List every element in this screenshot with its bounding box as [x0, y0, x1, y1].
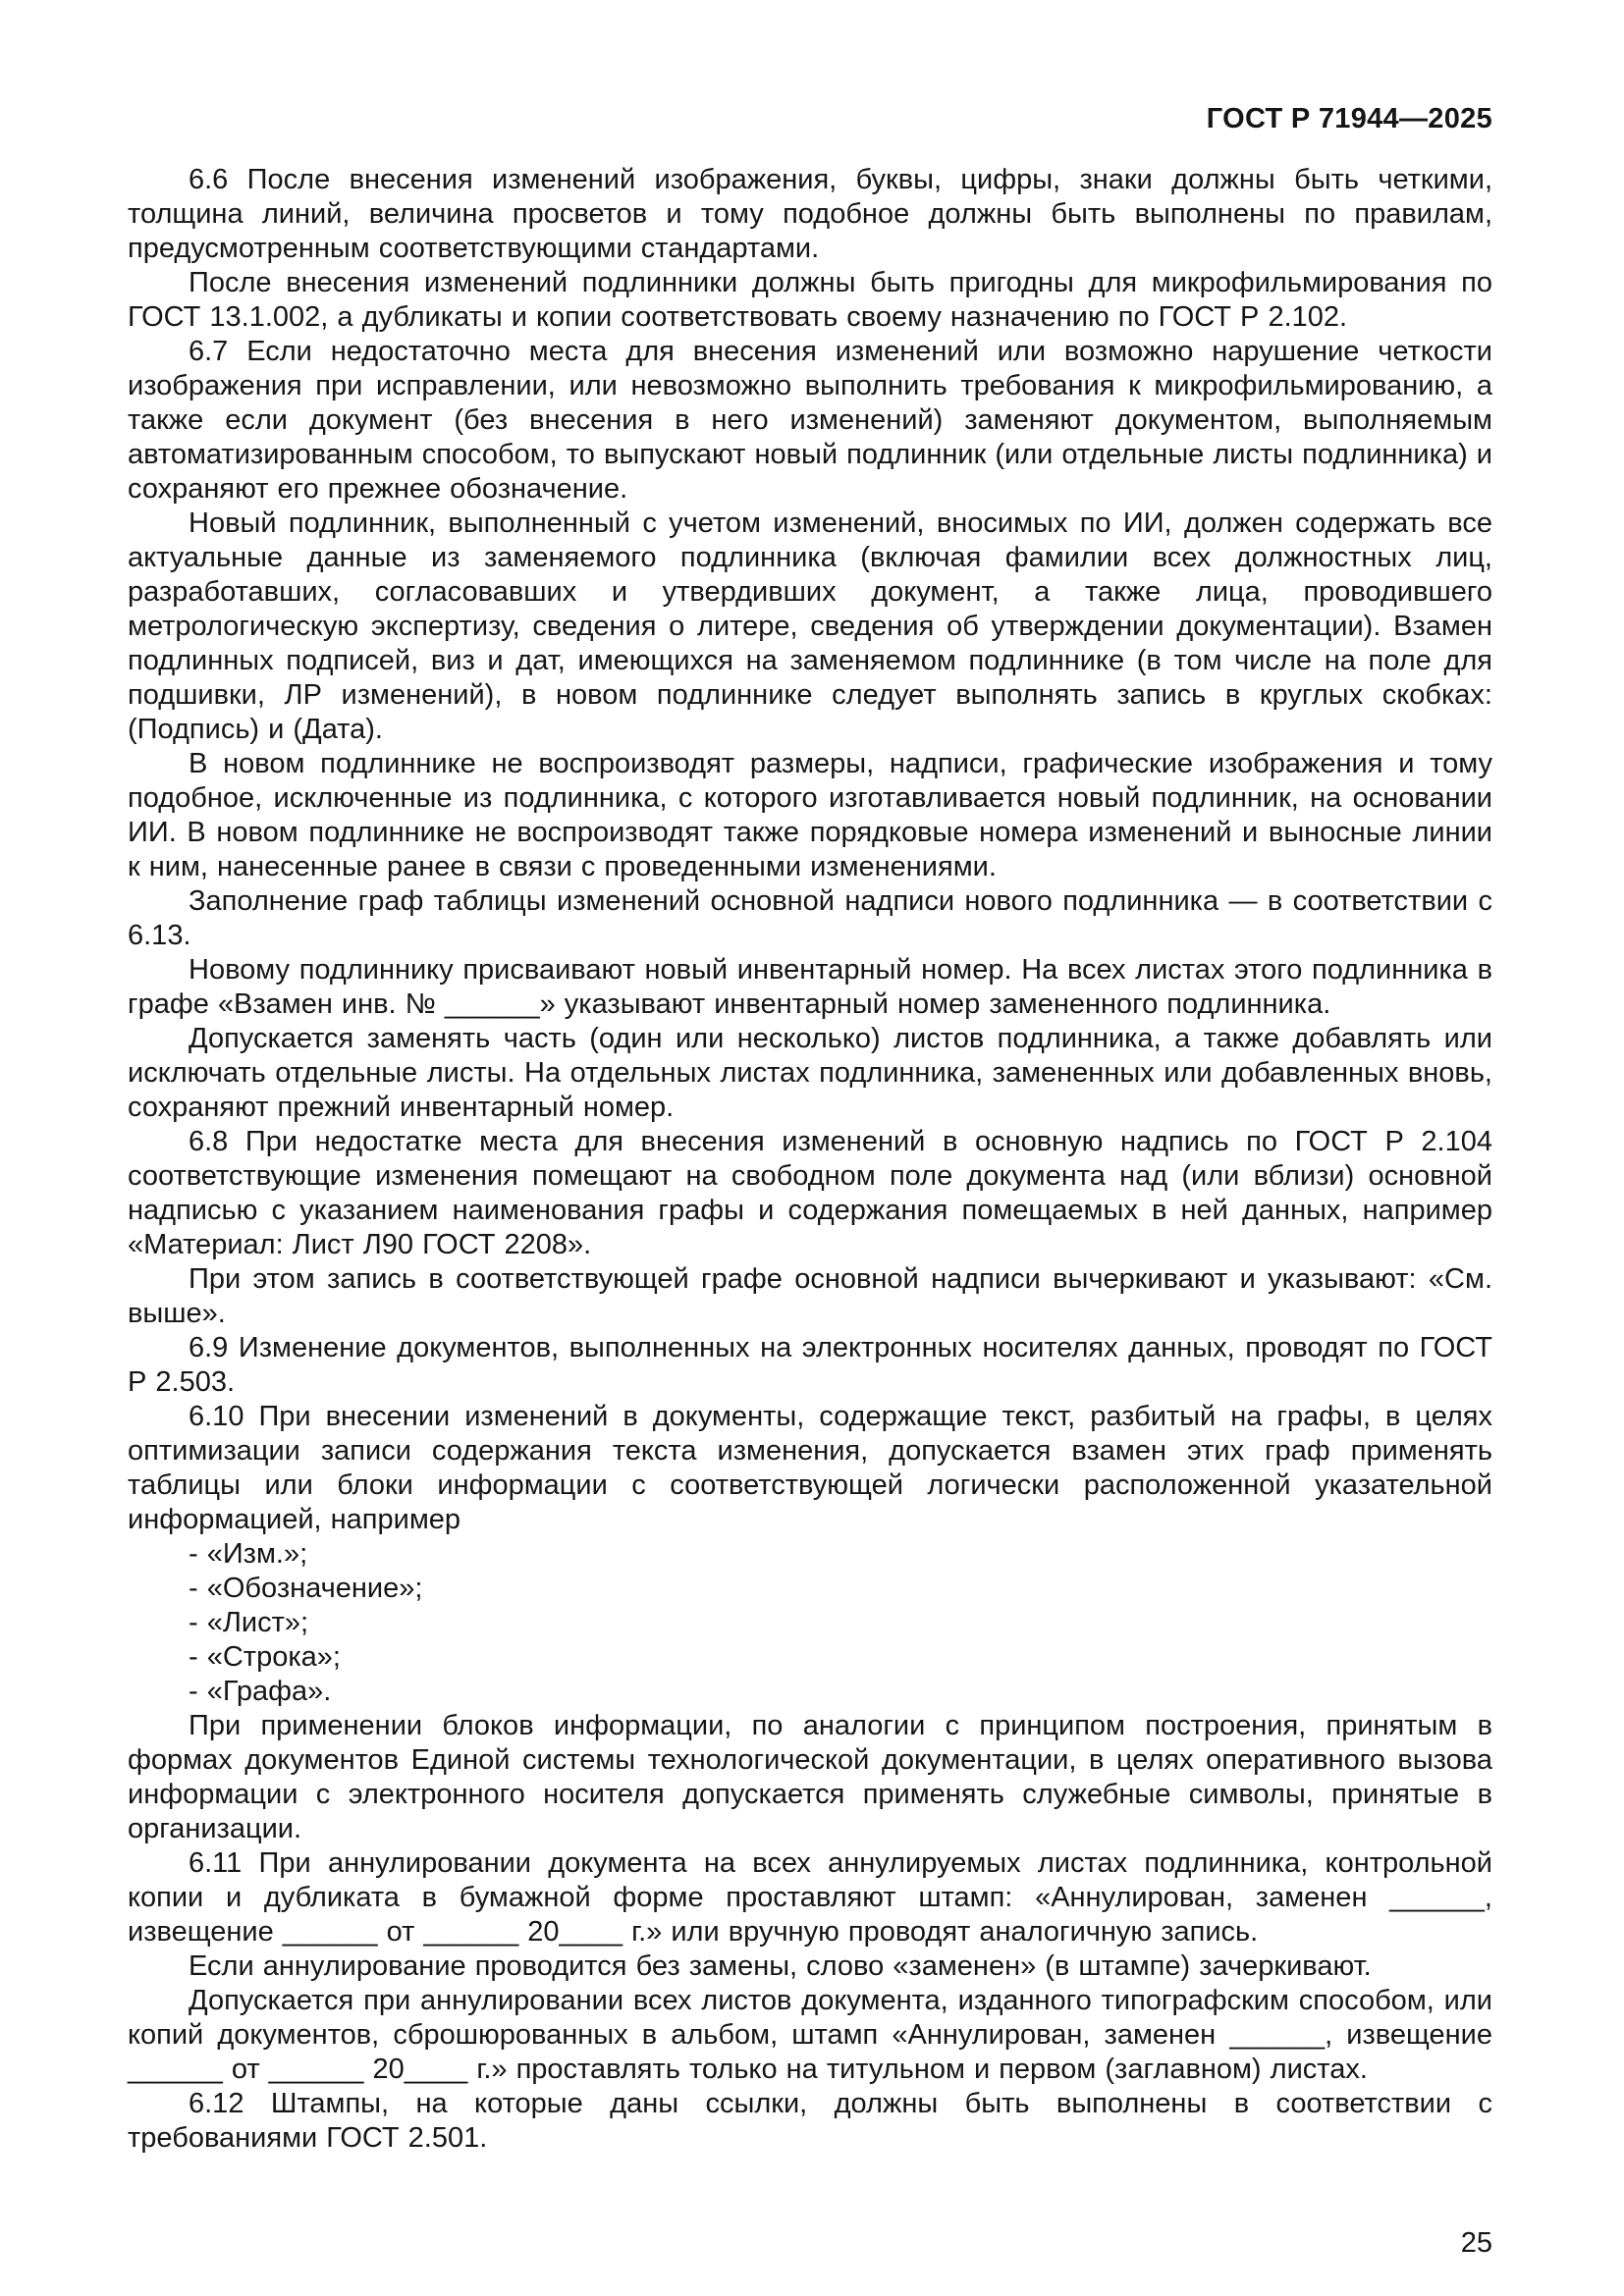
paragraph: 6.10 При внесении изменений в документы, содержащие текст, разбитый на графы, в целях оптимизации записи содержания текста изменения, допускается взамен этих граф применять таблицы или блоки информации с соответствующей логически расположенной указательной информацией, например	[128, 1401, 1492, 1535]
paragraph: В новом подлиннике не воспроизводят размеры, надписи, графические изображения и тому подобное, исключенные из подлинника, с которого изготавливается новый подлинник, на основании ИИ. В новом подлиннике не воспроизводят также порядковые номера изменений и выносные линии к ним, нанесенные ранее в связи с проведенными изменениями.	[128, 748, 1492, 882]
list-item: - «Графа».	[189, 1676, 332, 1707]
page-header	[128, 102, 1492, 135]
paragraph: 6.6 После внесения изменений изображения, буквы, цифры, знаки должны быть четкими, толщина линий, величина просветов и тому подобное должны быть выполнены по правилам, предусмотренным соответствующими стандартами.	[128, 164, 1492, 264]
list-item: - «Лист»;	[189, 1607, 309, 1638]
paragraph: После внесения изменений подлинники должны быть пригодны для микрофильмирования по ГОСТ 13.1.002, а дубликаты и копии соответствовать своему назначению по ГОСТ Р 2.102.	[128, 267, 1492, 333]
paragraph: Допускается при аннулировании всех листов документа, изданного типографским способом, или копий документов, сброшюрованных в альбом, штамп «Аннулирован, заменен ______, извещение ______ от ______ 20____ г.» проставлять только на титульном и первом (заглавном) листах.	[128, 1985, 1492, 2085]
paragraph: 6.8 При недостатке места для внесения изменений в основную надпись по ГОСТ Р 2.104 соответствующие изменения помещают на свободном поле документа над (или вблизи) основной надписью с указанием наименования графы и содержания помещаемых в ней данных, например «Материал: Лист Л90 ГОСТ 2208».	[128, 1126, 1492, 1260]
paragraph: 6.7 Если недостаточно места для внесения изменений или возможно нарушение четкости изображения при исправлении, или невозможно выполнить требования к микрофильмированию, а также если документ (без внесения в него изменений) заменяют документом, выполняемым автоматизированным способом, то выпускают новый подлинник (или отдельные листы подлинника) и сохраняют его прежнее обозначение.	[128, 336, 1492, 505]
paragraph: 6.9 Изменение документов, выполненных на электронных носителях данных, проводят по ГОСТ Р 2.503.	[128, 1332, 1492, 1398]
list-item: - «Изм.»;	[189, 1538, 308, 1570]
paragraph: При этом запись в соответствующей графе основной надписи вычеркивают и указывают: «См. выше».	[128, 1263, 1492, 1329]
page-footer	[128, 2226, 1492, 2260]
paragraph: 6.11 При аннулировании документа на всех аннулируемых листах подлинника, контрольной копии и дубликата в бумажной форме проставляют штамп: «Аннулирован, заменен ______, извещение ______ от ______ 20____ г.» или вручную проводят аналогичную запись.	[128, 1847, 1492, 1948]
paragraph: Допускается заменять часть (один или несколько) листов подлинника, а также добавлять или исключать отдельные листы. На отдельных листах подлинника, замененных или добавленных вновь, сохраняют прежний инвентарный номер.	[128, 1023, 1492, 1123]
list-item: - «Обозначение»;	[189, 1573, 423, 1604]
paragraph: 6.12 Штампы, на которые даны ссылки, должны быть выполнены в соответствии с требованиями ГОСТ 2.501.	[128, 2088, 1492, 2154]
list-item: - «Строка»;	[189, 1641, 341, 1673]
page-number: 25	[1460, 2227, 1492, 2259]
paragraph: Новому подлиннику присваивают новый инвентарный номер. На всех листах этого подлинника в графе «Взамен инв. № ______» указывают инвентарный номер замененного подлинника.	[128, 954, 1492, 1020]
paragraph: Заполнение граф таблицы изменений основной надписи нового подлинника — в соответствии с 6.13.	[128, 885, 1492, 951]
paragraph: Новый подлинник, выполненный с учетом изменений, вносимых по ИИ, должен содержать все актуальные данные из заменяемого подлинника (включая фамилии всех должностных лиц, разработавших, согласовавших и утвердивших документ, а также лица, проводившего метрологическую экспертизу, сведения о литере, сведения об утверждении документации). Взамен подлинных подписей, виз и дат, имеющихся на заменяемом подлиннике (в том числе на поле для подшивки, ЛР изменений), в новом подлиннике следует выполнять запись в круглых скобках: (Подпись) и (Дата).	[128, 507, 1492, 745]
document-body	[128, 163, 1492, 2156]
paragraph: При применении блоков информации, по аналогии с принципом построения, принятым в формах документов Единой системы технологической документации, в целях оперативного вызова информации с электронного носителя допускается применять служебные символы, принятые в организации.	[128, 1710, 1492, 1844]
document-code: ГОСТ Р 71944—2025	[1206, 103, 1492, 134]
paragraph: Если аннулирование проводится без замены, слово «заменен» (в штампе) зачеркивают.	[189, 1950, 1372, 1982]
